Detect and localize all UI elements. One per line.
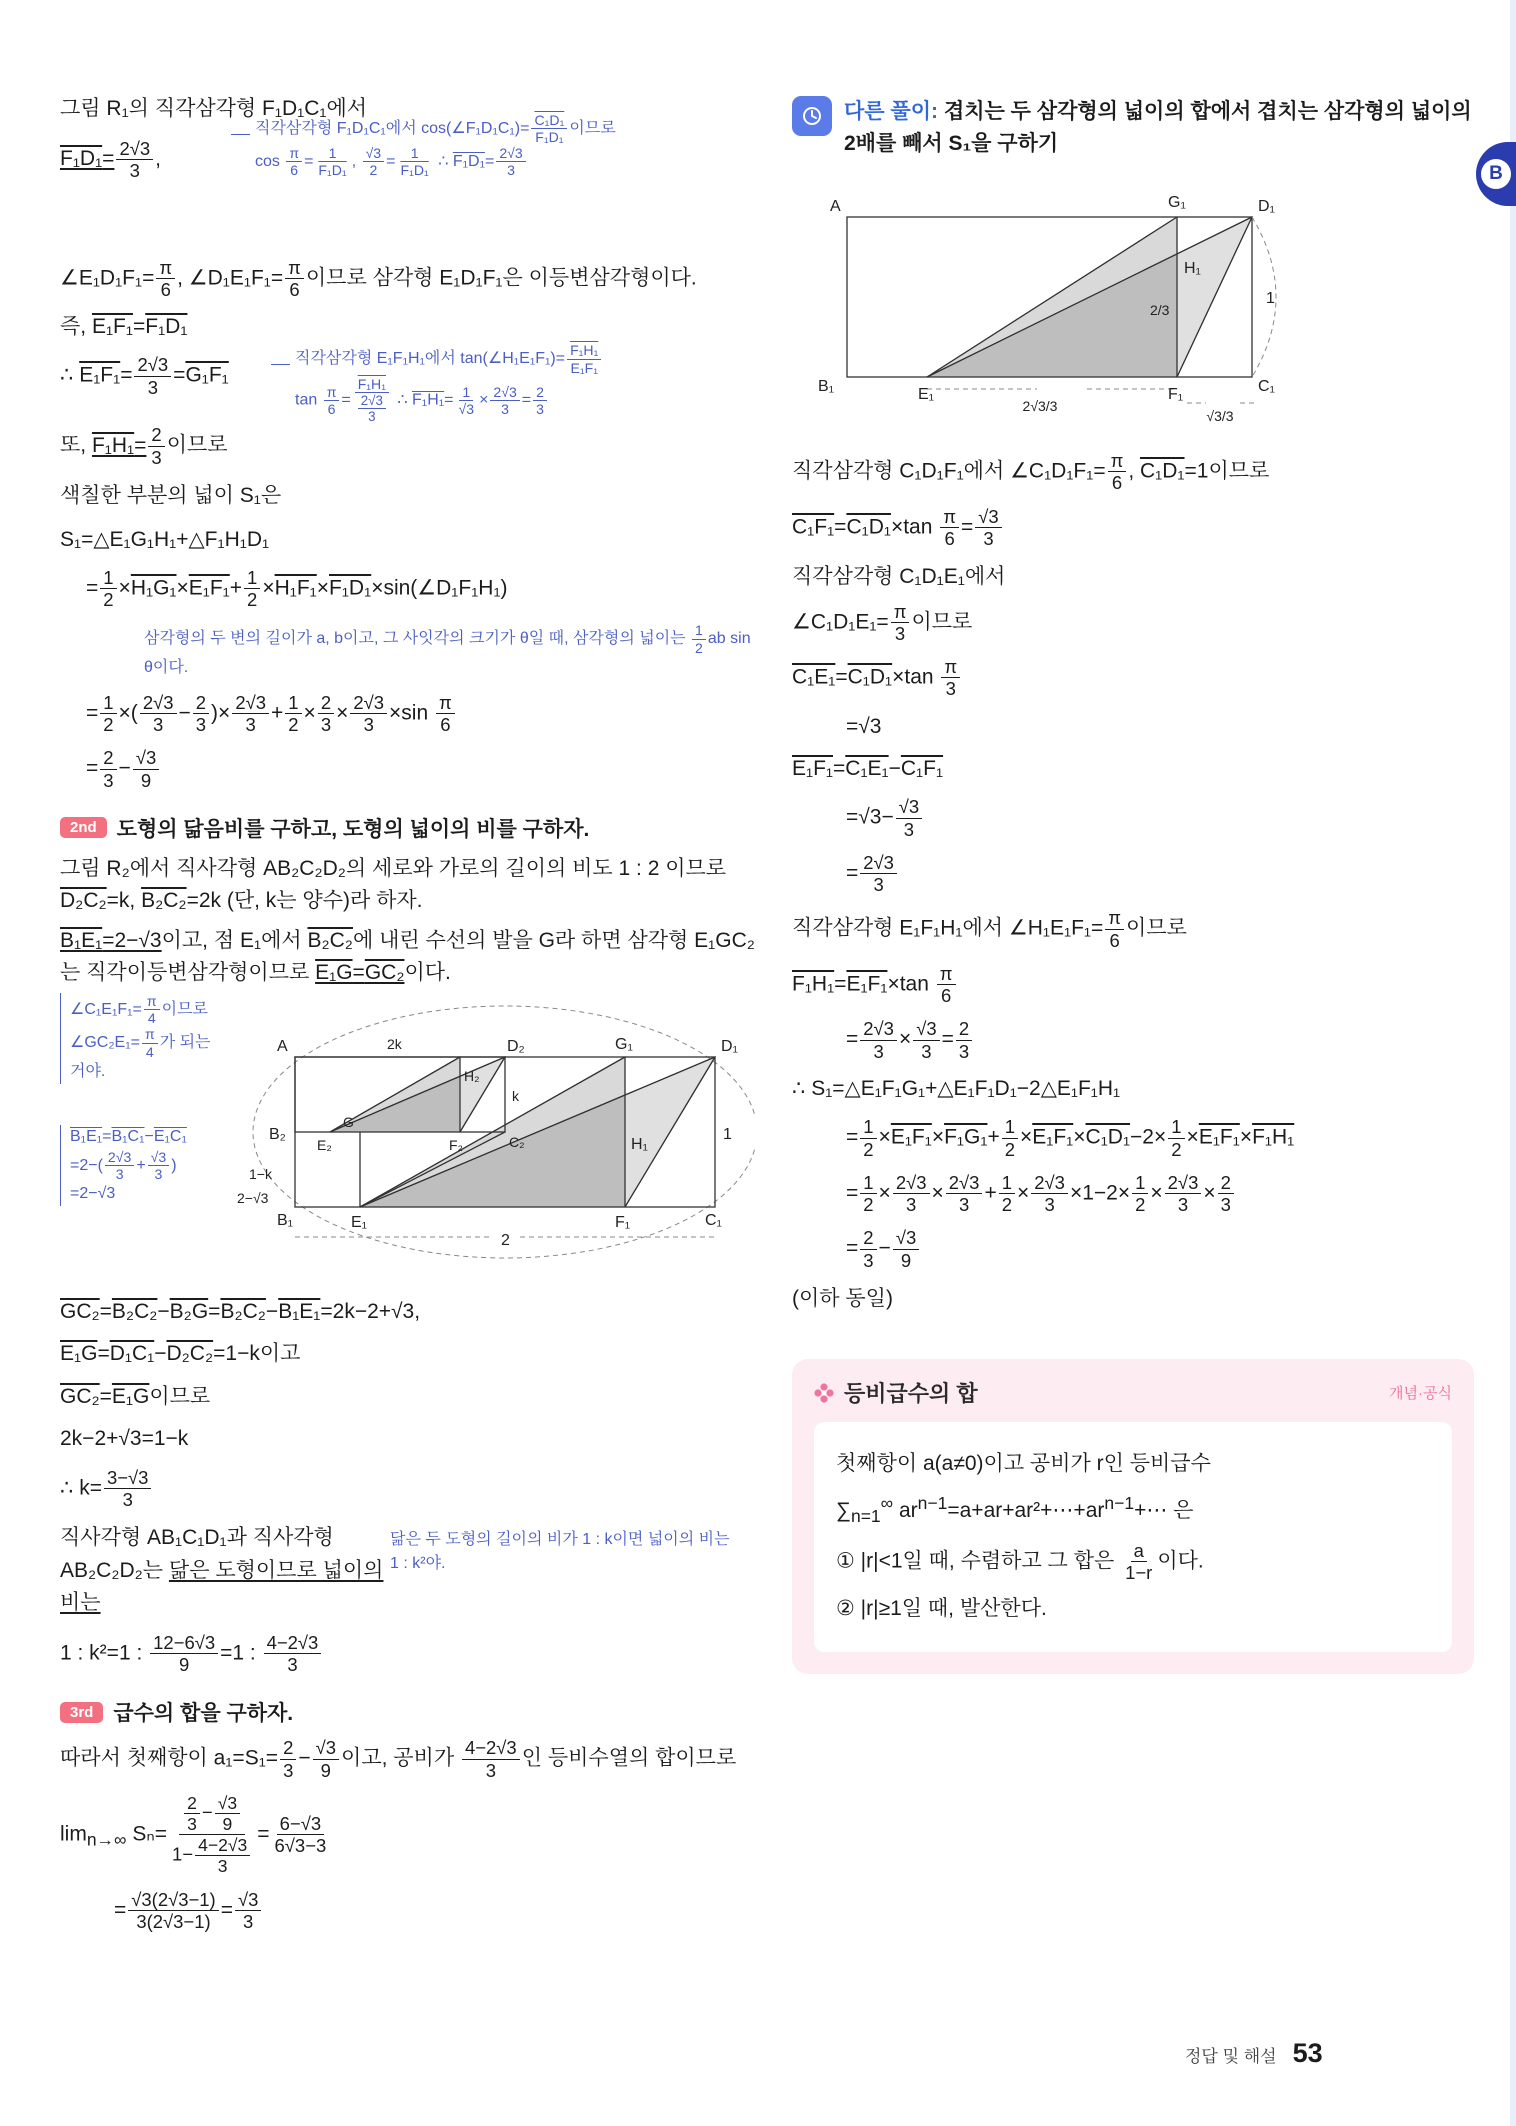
equation-line: GC₂=B₂C₂−B₂G=B₂C₂−B₁E₁=2k−2+√3,	[60, 1300, 421, 1324]
equation-line: =√3	[846, 714, 882, 738]
equation-line: =√3− $\frac{√3}{3}$	[846, 796, 1474, 840]
diagram-label: H₁	[1184, 260, 1201, 277]
diagram-label: D₁	[721, 1038, 738, 1056]
diagram-label: H₂	[464, 1068, 480, 1085]
paragraph: 그림 R₁의 직각삼각형 F₁D₁C₁에서	[60, 97, 368, 120]
annotation-note: 닮은 두 도형의 길이의 비가 1 : k이면 넓이의 비는 1 : k²야.	[390, 1531, 730, 1573]
alt-solution-label: 다른 풀이:	[844, 100, 938, 123]
flower-icon	[814, 1383, 834, 1403]
diagram-label: C₂	[509, 1134, 525, 1151]
section-header	[60, 813, 755, 843]
equation-line: ∴ E₁F₁= $\frac{2√3}{3}$ =G₁F₁	[60, 354, 229, 398]
figure-r2	[60, 993, 755, 1285]
annotation-note: cos $\frac{\pi}{6}$ = $\frac{1}{\text{F₁D₁}}$ , $\frac{√3}{2}$ = $\frac{1}{\text{F₁D₁}}$ ∴ F₁D₁= $\frac{2√3}{3}$	[255, 145, 745, 178]
annotation-note: ∠GC₂E₁= $\frac{\pi}{4}$ 가 되는	[70, 1026, 211, 1060]
paragraph: B₁E₁=2−√3이고, 점 E₁에서 B₂C₂에 내린 수선의 발을 G라 하면 삼각형 E₁GC₂는 직각이등변삼각형이므로 E₁G=GC₂이다.	[60, 928, 755, 985]
equation-line: F₁D₁= $\frac{2√3}{3}$ ,	[60, 137, 161, 181]
paragraph: 따라서 첫째항이 a₁=S₁= $\frac{2}{3}$ − $\frac{√3}{9}$ 이고, 공비가 $\frac{4-2√3}{3}$ 인 등비수열의 합이므로	[60, 1737, 737, 1781]
section-title: 급수의 합을 구하자.	[113, 1702, 294, 1726]
paragraph: 색칠한 부분의 넓이 S₁은	[60, 483, 282, 507]
paragraph: ∠E₁D₁F₁= $\frac{\pi}{6}$ , ∠D₁E₁F₁= $\frac{\pi}{6}$ 이므로 삼각형 E₁D₁F₁은 이등변삼각형이다.	[60, 256, 697, 300]
paragraph: 그림 R₂에서 직사각형 AB₂C₂D₂의 세로와 가로의 길이의 비도 1 : 2 이므로 D₂C₂=k, B₂C₂=2k (단, k는 양수)라 하자.	[60, 856, 727, 913]
chapter-tab	[1476, 142, 1516, 206]
diagram-label: k	[512, 1088, 519, 1105]
paragraph: 첫째항이 a(a≠0)이고 공비가 r인 등비급수	[836, 1452, 1211, 1476]
annotation-note: 직각삼각형 F₁D₁C₁에서 cos(∠F₁D₁C₁)= $\frac{\text{C₁D₁}}{\text{F₁D₁}}$ 이므로	[255, 111, 616, 145]
annotation-note: ∠C₁E₁F₁= $\frac{\pi}{4}$ 이므로	[70, 993, 208, 1027]
left-column	[60, 86, 755, 1944]
diagram-label: 2k	[387, 1036, 402, 1053]
diagram-label: F₂	[449, 1137, 463, 1154]
equation-line: = $\frac{1}{2}$ × $\frac{2√3}{3}$ × $\frac{2√3}{3}$ + $\frac{1}{2}$ × $\frac{2√3}{3}$ ×1−2× $\frac{1}{2}$ × $\frac{2√3}{3}$ × $\frac{2}{3}$	[846, 1172, 1474, 1216]
annotation-box	[60, 993, 240, 1084]
diagram-label: B₁	[277, 1212, 294, 1230]
annotation-box	[295, 342, 745, 424]
equation-line: ① |r|<1일 때, 수렴하고 그 합은 $\frac{a}{1-r}$ 이다.	[836, 1539, 1204, 1583]
diagram-label: E₁	[918, 386, 935, 403]
equation-line: = $\frac{√3(2√3-1)}{3(2√3-1)}$ = $\frac{√3}{3}$	[114, 1889, 755, 1933]
concept-tag: 개념·공식	[1389, 1385, 1452, 1403]
annotation-note: 직각삼각형 E₁F₁H₁에서 tan(∠H₁E₁F₁)= $\frac{\text{F₁H₁}}{\text{E₁F₁}}$	[295, 342, 745, 375]
diagram-label: 2√3/3	[1022, 398, 1058, 414]
equation-with-annotation	[60, 342, 755, 425]
alt-solution-title-text: 겹치는 두 삼각형의 넓이의 합에서 겹치는 삼각형의 넓이의 2배를 빼서 S₁을 구하기	[844, 100, 1472, 155]
paragraph: ∠C₁D₁E₁= $\frac{\pi}{3}$ 이므로	[792, 600, 973, 644]
diagram-label: G₁	[1168, 194, 1186, 211]
diagram-label: 2/3	[1150, 302, 1170, 318]
paragraph-with-annotation	[60, 1522, 755, 1620]
equation-line: = $\frac{2}{3}$ − $\frac{√3}{9}$	[846, 1227, 1474, 1271]
diagram-label: F₁	[615, 1214, 631, 1232]
page-edge-strip	[1510, 0, 1516, 2126]
diagram-label: 1	[723, 1126, 732, 1144]
annotation-note: tan $\frac{\pi}{6}$ = $\frac{\text{F₁H₁}}{\frac{2√3}{3}}$ ∴ F₁H₁= $\frac{1}{√3}$ × $\frac{2√3}{3}$ = $\frac{2}{3}$	[295, 376, 745, 425]
diagram-label: A	[830, 198, 841, 215]
annotation-note: 거야.	[70, 1062, 106, 1080]
diagram-label: D₁	[1258, 198, 1275, 215]
paragraph: ② |r|≥1일 때, 발산한다.	[836, 1597, 1047, 1621]
concept-title: 등비급수의 합	[844, 1381, 978, 1407]
diagram-label: G₁	[615, 1036, 633, 1054]
diagram-label: C₁	[1258, 378, 1275, 395]
equation-line: 2k−2+√3=1−k	[60, 1427, 189, 1451]
paragraph: 직각삼각형 E₁F₁H₁에서 ∠H₁E₁F₁= $\frac{\pi}{6}$ 이므로	[792, 907, 1187, 951]
diagram-label: G	[343, 1114, 354, 1131]
chapter-tab-letter: B	[1481, 159, 1511, 189]
equation-line: GC₂=E₁G이므로	[60, 1384, 211, 1408]
equation-line: = $\frac{2}{3}$ − $\frac{√3}{9}$	[86, 747, 755, 791]
equation-line: C₁F₁=C₁D₁×tan $\frac{\pi}{6}$ = $\frac{√3}{3}$	[792, 506, 1474, 550]
paragraph: 직각삼각형 C₁D₁F₁에서 ∠C₁D₁F₁= $\frac{\pi}{6}$ , C₁D₁=1이므로	[792, 450, 1270, 494]
diagram-label: 2	[501, 1232, 510, 1250]
diagram-label: 2−√3	[237, 1190, 269, 1207]
equation-line: = $\frac{1}{2}$ ×H₁G₁×E₁F₁+ $\frac{1}{2}$ ×H₁F₁×F₁D₁×sin(∠D₁F₁H₁)	[86, 566, 508, 611]
annotation-note: B₁E₁=B₁C₁−E₁C₁	[70, 1128, 187, 1146]
equation-line: S₁=△E₁G₁H₁+△F₁H₁D₁	[60, 527, 270, 551]
equation-line: E₁F₁=C₁E₁−C₁F₁	[792, 756, 944, 780]
page-footer	[1185, 2038, 1323, 2069]
equation-line: = $\frac{1}{2}$ ×E₁F₁×F₁G₁+ $\frac{1}{2}$ ×E₁F₁×C₁D₁−2× $\frac{1}{2}$ ×E₁F₁×F₁H₁	[846, 1116, 1295, 1160]
concept-body	[814, 1422, 1452, 1651]
section-title: 도형의 닮음비를 구하고, 도형의 넓이의 비를 구하자.	[116, 817, 590, 841]
equation-line: 또, F₁H₁= $\frac{2}{3}$ 이므로	[60, 424, 228, 468]
diagram-label: B₁	[818, 378, 835, 395]
annotation-note: =2−( $\frac{2√3}{3}$ + $\frac{√3}{3}$ )	[70, 1149, 177, 1183]
figure-alt	[792, 177, 1474, 432]
equation-line: E₁G=D₁C₁−D₂C₂=1−k이고	[60, 1342, 301, 1366]
diagram-label: E₁	[351, 1214, 368, 1232]
diagram-label: B₂	[269, 1126, 286, 1144]
equation-line: = $\frac{2√3}{3}$	[846, 852, 1474, 896]
figure-r2-diagram	[235, 997, 755, 1259]
annotation-box	[255, 112, 745, 179]
paragraph: (이하 동일)	[792, 1286, 893, 1310]
equation-line: $\lim_{n\to\infty} S_n=$ $\frac{2}{3}$ − $\frac{√3}{9}$ 1− $\frac{4-2√3}{3}$ = $\frac{6-√3}{6√3-3}$	[60, 1792, 327, 1877]
diagram-label: F₁	[1168, 386, 1184, 403]
equation-with-annotation	[60, 111, 755, 250]
diagram-label: 1−k	[249, 1166, 272, 1183]
diagram-label: H₁	[631, 1136, 648, 1154]
equation-line: 1 : k²=1 : $\frac{12-6√3}{9}$ =1 : $\frac{4-2√3}{3}$	[60, 1632, 755, 1676]
annotation-note: 삼각형의 두 변의 길이가 a, b이고, 그 사잇각의 크기가 θ일 때, 삼각형의 넓이는 $\frac{1}{2}$ ab sin θ이다.	[144, 622, 751, 676]
paragraph: 직각삼각형 C₁D₁E₁에서	[792, 565, 1006, 588]
equation-line: C₁E₁=C₁D₁×tan $\frac{\pi}{3}$	[792, 656, 1474, 700]
footer-label: 정답 및 해설	[1185, 2047, 1277, 2066]
alt-solution-title	[844, 96, 1474, 159]
equation-line: 즉, E₁F₁=F₁D₁	[60, 315, 188, 339]
equation-line: ∴ S₁=△E₁F₁G₁+△E₁F₁D₁−2△E₁F₁H₁	[792, 1076, 1121, 1100]
diagram-label: C₁	[705, 1212, 722, 1230]
equation-line: = $\frac{1}{2}$ ×( $\frac{2√3}{3}$ − $\frac{2}{3}$ )× $\frac{2√3}{3}$ + $\frac{1}{2}$ × $\frac{2}{3}$ × $\frac{2√3}{3}$ ×sin $\frac{\pi}{6}$	[86, 692, 755, 736]
equation-line: F₁H₁=E₁F₁×tan $\frac{\pi}{6}$	[792, 963, 1474, 1007]
figure-alt-diagram	[792, 177, 1312, 427]
concept-box-header	[814, 1377, 1452, 1408]
diagram-label: 1	[1266, 290, 1275, 307]
diagram-label: √3/3	[1206, 408, 1234, 424]
step-badge: 2nd	[60, 817, 107, 838]
section-header	[60, 1697, 755, 1727]
annotation-note: =2−√3	[70, 1185, 116, 1203]
diagram-label: A	[277, 1038, 288, 1056]
alt-solution-header	[792, 96, 1474, 159]
alt-solution-icon	[792, 96, 832, 136]
equation-line: = $\frac{2√3}{3}$ × $\frac{√3}{3}$ = $\frac{2}{3}$	[846, 1018, 1474, 1062]
equation-line: $\sum_{n=1}^\infty$ $ar^{n-1}=a+ar+ar^2+\cdots+ar^{n-1}+\cdots$ 은	[836, 1492, 1194, 1527]
concept-box	[792, 1359, 1474, 1673]
diagram-label: D₂	[507, 1038, 525, 1056]
equation-line: ∴ k= $\frac{3-√3}{3}$	[60, 1467, 755, 1511]
paragraph: 직사각형 AB₁C₁D₁과 직사각형 AB₂C₂D₂는 닮은 도형이므로 넓이의 비는	[60, 1526, 384, 1615]
diagram-label: E₂	[317, 1137, 332, 1154]
right-column	[792, 96, 1474, 1674]
step-badge: 3rd	[60, 1702, 103, 1723]
page-number: 53	[1292, 2038, 1323, 2068]
